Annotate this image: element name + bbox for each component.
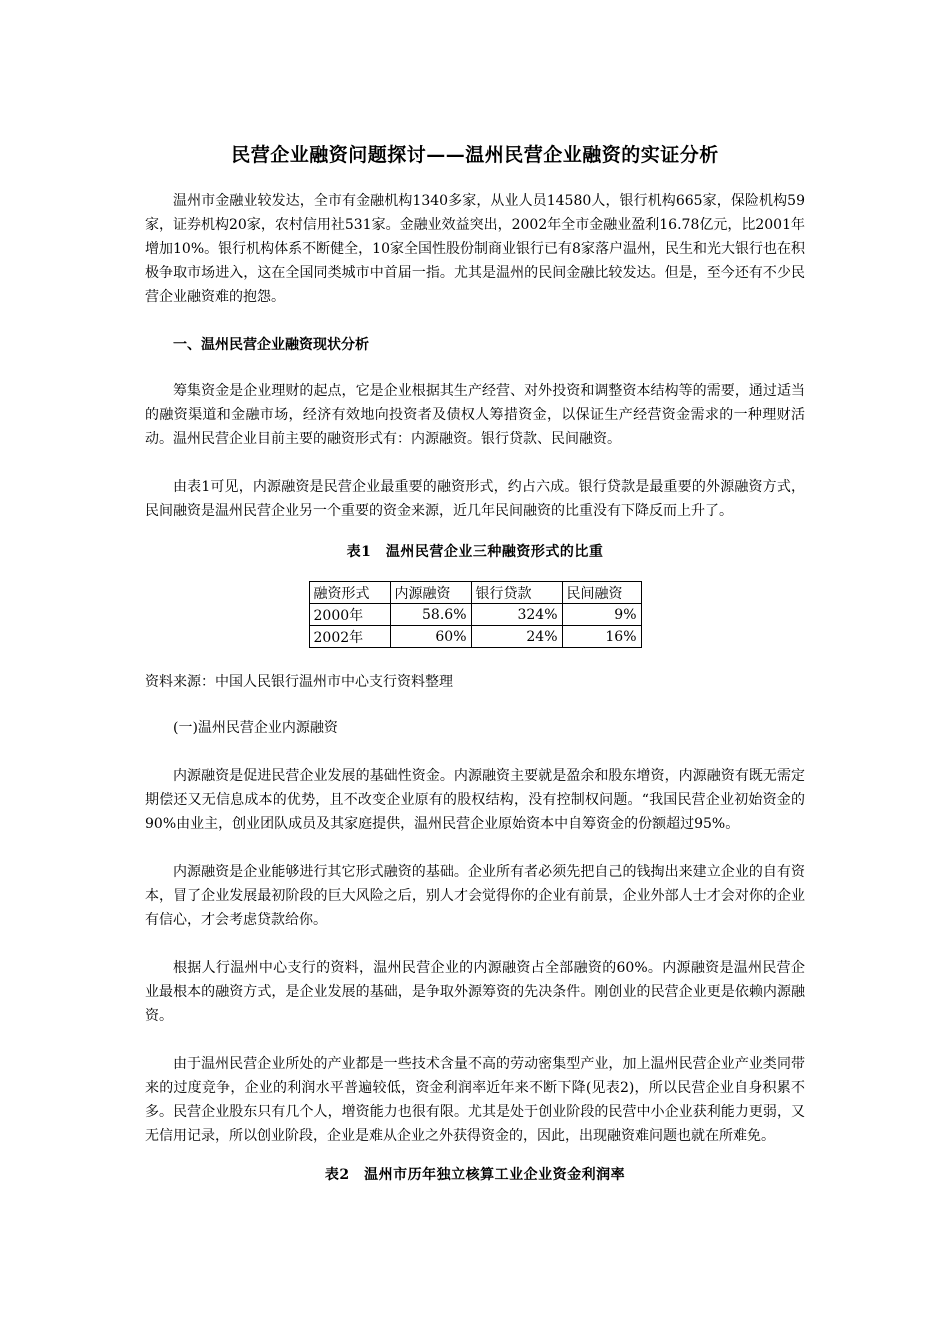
table-cell: 324% <box>471 604 562 626</box>
table-cell: 16% <box>562 626 641 648</box>
section-heading: 一、温州民营企业融资现状分析 <box>173 337 369 353</box>
table-cell: 2002年 <box>309 626 390 648</box>
subsection-heading: (一)温州民营企业内源融资 <box>173 720 338 736</box>
table1 <box>309 581 642 648</box>
paragraph-internal-financing: 内源融资是促进民营企业发展的基础性资金。内源融资主要就是盈余和股东增资，内源融资有既无需定期偿还又无信息成本的优势，且不改变企业原有的股权结构，没有控制权问题。“我国民营企业初始资金的90%由业主，创业团队成员及其家庭提供，温州民营企业原始资本中自筹资金的份额超过95%。 <box>145 768 805 832</box>
paragraph-internal-share: 根据人行温州中心支行的资料，温州民营企业的内源融资占全部融资的60%。内源融资是温州民营企业最根本的融资方式，是企业发展的基础，是争取外源筹资的先决条件。刚创业的民营企业更是依赖内源融资。 <box>145 960 805 1024</box>
table-row <box>309 626 641 648</box>
table-row <box>309 604 641 626</box>
paragraph-internal-foundation: 内源融资是企业能够进行其它形式融资的基础。企业所有者必须先把自己的钱掏出来建立企业的自有资本，冒了企业发展最初阶段的巨大风险之后，别人才会觉得你的企业有前景，企业外部人士才会对你的企业有信心，才会考虑贷款给你。 <box>145 864 805 928</box>
table-cell: 24% <box>471 626 562 648</box>
document-title: 民营企业融资问题探讨——温州民营企业融资的实证分析 <box>231 144 719 166</box>
table1-source-note: 资料来源：中国人民银行温州市中心支行资料整理 <box>145 674 453 690</box>
table-header-cell: 内源融资 <box>390 582 471 604</box>
table2-caption: 表2 温州市历年独立核算工业企业资金利润率 <box>324 1167 626 1183</box>
paragraph-financing-forms: 筹集资金是企业理财的起点，它是企业根据其生产经营、对外投资和调整资本结构等的需要，通过适当的融资渠道和金融市场，经济有效地向投资者及债权人筹措资金，以保证生产经营资金需求的一种理财活动。温州民营企业目前主要的融资形式有：内源融资。银行贷款、民间融资。 <box>145 383 805 447</box>
paragraph-table1-summary: 由表1可见，内源融资是民营企业最重要的融资形式，约占六成。银行贷款是最重要的外源融资方式，民间融资是温州民营企业另一个重要的资金来源，近几年民间融资的比重没有下降反而上升了。 <box>145 479 805 519</box>
table1-caption: 表1 温州民营企业三种融资形式的比重 <box>346 544 604 560</box>
table-cell: 2000年 <box>309 604 390 626</box>
table-cell: 60% <box>390 626 471 648</box>
table-header-cell: 融资形式 <box>309 582 390 604</box>
document-page <box>145 140 805 1204</box>
paragraph-profit-level: 由于温州民营企业所处的产业都是一些技术含量不高的劳动密集型产业，加上温州民营企业产业类同带来的过度竞争，企业的利润水平普遍较低，资金利润率近年来不断下降(见表2)，所以民营企业自身积累不多。民营企业股东只有几个人，增资能力也很有限。尤其是处于创业阶段的民营中小企业获利能力更弱，又无信用记录，所以创业阶段，企业是难从企业之外获得资金的，因此，出现融资难问题也就在所难免。 <box>145 1056 805 1144</box>
table-cell: 58.6% <box>390 604 471 626</box>
table-header-cell: 民间融资 <box>562 582 641 604</box>
table-cell: 9% <box>562 604 641 626</box>
table-header-cell: 银行贷款 <box>471 582 562 604</box>
table-header-row <box>309 582 641 604</box>
intro-paragraph: 温州市金融业较发达，全市有金融机构1340多家，从业人员14580人，银行机构665家，保险机构59家，证券机构20家，农村信用社531家。金融业效益突出，2002年全市金融业盈利16.78亿元，比2001年增加10%。银行机构体系不断健全，10家全国性股份制商业银行已有8家落户温州，民生和光大银行也在积极争取市场进入，这在全国同类城市中首届一指。尤其是温州的民间金融比较发达。但是，至今还有不少民营企业融资难的抱怨。 <box>145 193 805 305</box>
